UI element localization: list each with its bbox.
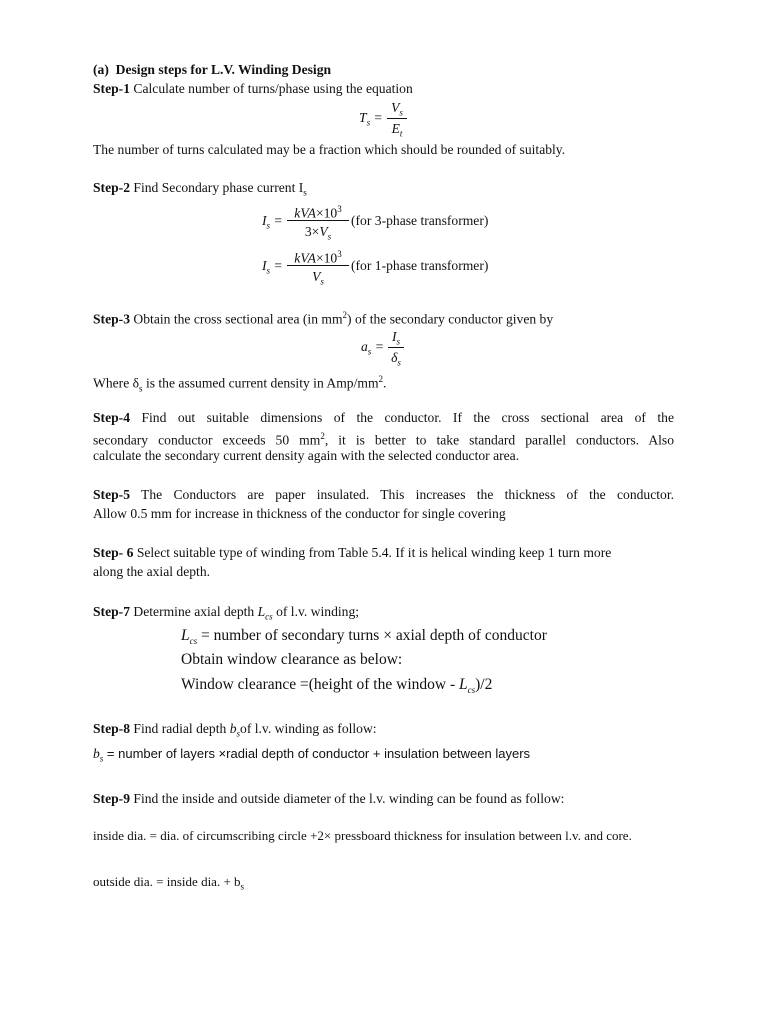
step3-line: Step-3 Obtain the cross sectional area (in $mm^2$) of the secondary conductor given by [93,310,554,327]
step8-label: Step-8 [93,721,131,736]
step4-line1: Step-4 Find out suitable dimensions of the conductor. If the cross sectional area of the [93,410,674,425]
heading-label: (a) [93,62,109,77]
step6-line1: Step- 6 Select suitable type of winding from Table 5.4. If it is helical winding keep 1 turn more [93,545,612,560]
document-page: (a) Design steps for L.V. Winding Design Step-1 Calculate number of turns/phase using the equation $T_s$ = $V_s$ $E_t$ The number of turns calculated may be a fraction which should be rounded of suitably. Step-2 Find Secondary phase current $I_s$ $I_s$ = $kVA\times 10^3$ $3\times V_s$ (for 3-phase transformer) $I_s$ = $kVA\times 10^3$ $V_s$ (for 1-phase transformer) Step-3 Obtain the cross sectional area (in $mm^2$) of the secondary conductor given by $a_s$ = $I_s$ $\delta_s$ Where $\delta_s$ is the assumed current density in Amp/$mm^2$. Step-4 Find out suitable dimensions of the conductor. If the cross sectional area of the secondary conductor exceeds 50 $mm^2$, it is better to take standard parallel conductors. Also calculate the secondary current density again with the selected conductor area. Step-5 The Conductors are paper insulated. This increases the thickness of the conductor. Allow 0.5 mm for increase in thickness of the conductor for single covering Step- 6 Select suitable type of winding from Table 5.4. If it is helical winding keep 1 turn more along the axial depth. Step-7 Determine axial depth $L_{cs}$ of l.v. winding; $L_{cs}$ = number of secondary turns × axial depth of conductor Obtain window clearance as below: Window clearance =(height of the window - $L_{cs})/2$ Step-8 Find radial depth $b_sof$ l.v. winding as follow: $b_s$ = number of layers ×radial depth of conductor + insulation between layers Step-9 Find the inside and outside diameter of the l.v. winding can be found as follow: inside dia. = dia. of circumscribing circle +2× pressboard thickness for insulation between l.v. and core. outside dia. = inside dia. + $b_s$ [0,0,768,1024]
step2-label: Step-2 [93,180,131,195]
step9-outside-diameter: outside dia. = inside dia. + $b_s$ [93,874,245,892]
step9-label: Step-9 [93,791,131,806]
step1-text: Calculate number of turns/phase using the equation [133,81,413,96]
step1-label: Step-1 [93,81,131,96]
step7-line: Step-7 Determine axial depth $L_{cs}$ of l.v. winding; [93,604,360,622]
step3-where: Where $\delta_s$ is the assumed current density in Amp/$mm^2$. [93,374,387,394]
step8-formula: $b_s$ = number of layers ×radial depth of conductor + insulation between layers [93,746,531,764]
step9-inside-diameter: inside dia. = dia. of circumscribing circle +2× pressboard thickness for insulation between l.v. and core. [93,828,632,843]
step6-label: Step- 6 [93,545,134,560]
step5-line2: Allow 0.5 mm for increase in thickness of the conductor for single covering [93,506,506,521]
step1-line [93,79,413,98]
step9-line: Step-9 Find the inside and outside diameter of the l.v. winding can be found as follow: [93,791,565,806]
step4-line3: calculate the secondary current density again with the selected conductor area. [93,448,520,463]
step5-label: Step-5 [93,487,131,502]
step5-line1: Step-5 The Conductors are paper insulated. This increases the thickness of the conductor. [93,487,674,502]
step8-line: Step-8 Find radial depth $b_sof$ l.v. winding as follow: [93,721,377,739]
step3-label: Step-3 [93,311,131,327]
step4-label: Step-4 [93,410,131,425]
heading-title: Design steps for L.V. Winding Design [115,62,332,77]
step7-formula-axial-depth: $L_{cs}$ = number of secondary turns × axial depth of conductor [181,627,547,647]
section-heading [93,60,331,79]
step4-line2: secondary conductor exceeds 50 $mm^2$, it is better to take standard parallel conductors. Also [93,431,674,448]
step7-formula-window-clearance: Window clearance =(height of the window - $L_{cs})/2$ [181,676,493,696]
step6-line2: along the axial depth. [93,564,211,579]
step2-line: Step-2 Find Secondary phase current $I_s$ [93,180,307,198]
step7-label: Step-7 [93,604,131,619]
step7-window-note: Obtain window clearance as below: [181,651,403,668]
step1-note: The number of turns calculated may be a fraction which should be rounded of suitably. [93,142,566,157]
